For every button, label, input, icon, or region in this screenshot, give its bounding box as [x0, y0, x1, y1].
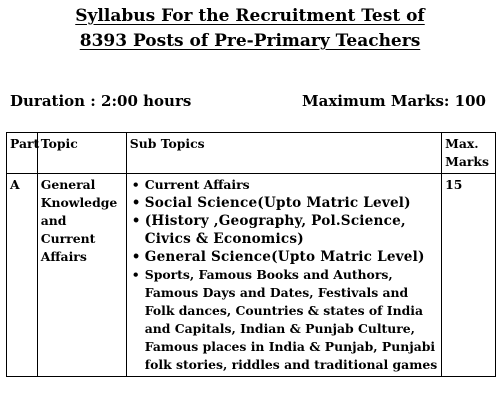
header-part: Part — [7, 133, 38, 174]
syllabus-table — [6, 132, 496, 377]
sub-topic-item: • Sports, Famous Books and Authors, Famous Days and Dates, Festivals and Folk dances, Countries & states of India and Capitals, Indian & Punjab Culture, Famous places in India & Punjab, Punjabi folk stories, riddles and traditional games — [145, 266, 438, 374]
sub-topic-item: • (History ,Geography, Pol.Science, Civics & Economics) — [145, 212, 438, 248]
row-sub-topics — [126, 174, 441, 377]
exam-maximum-marks: Maximum Marks: 100 — [302, 92, 486, 110]
sub-topic-list — [130, 176, 438, 374]
sub-topic-item: • General Science(Upto Matric Level) — [145, 248, 438, 266]
row-topic: General Knowledge and Current Affairs — [37, 174, 126, 377]
table-row — [7, 174, 496, 377]
document-title-line-2: 8393 Posts of Pre-Primary Teachers — [79, 31, 421, 51]
exam-duration: Duration : 2:00 hours — [10, 92, 192, 110]
sub-topic-item: • Current Affairs — [145, 176, 438, 194]
row-part: A — [7, 174, 38, 377]
header-topic: Topic — [37, 133, 126, 174]
row-max-marks: 15 — [442, 174, 496, 377]
header-max-marks: Max. Marks — [442, 133, 496, 174]
table-header-row — [7, 133, 496, 174]
sub-topic-item: • Social Science(Upto Matric Level) — [145, 194, 438, 212]
header-sub-topics: Sub Topics — [126, 133, 441, 174]
document-title-line-1: Syllabus For the Recruitment Test of — [75, 6, 425, 26]
